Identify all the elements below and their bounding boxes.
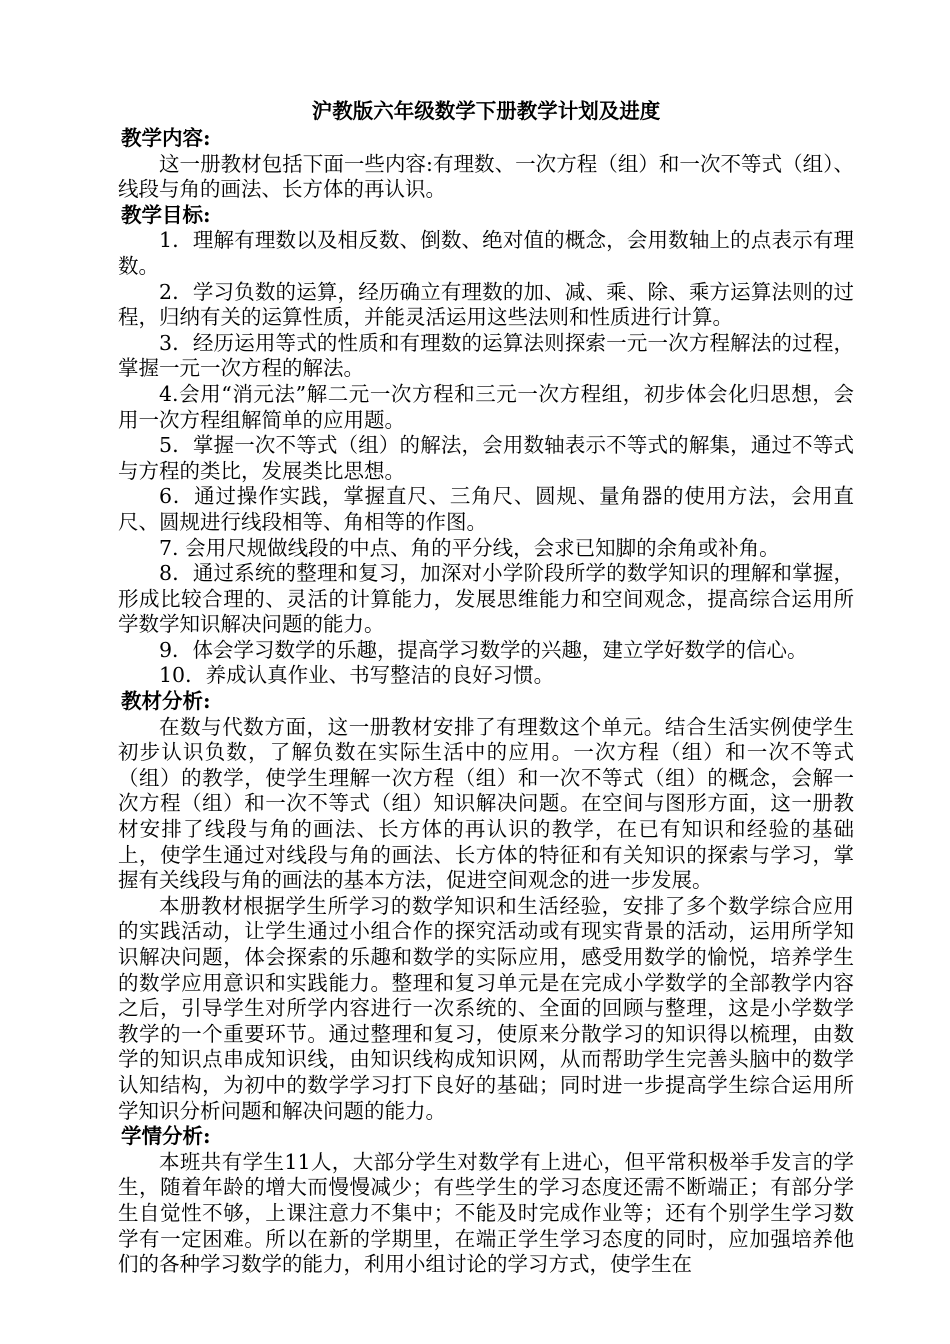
section-teaching-content [118, 126, 854, 203]
goal-item: 1．理解有理数以及相反数、倒数、绝对值的概念，会用数轴上的点表示有理数。 [118, 228, 854, 278]
goals-list [118, 228, 854, 689]
goal-item: 3．经历运用等式的性质和有理数的运算法则探索一元一次方程解法的过程，掌握一元一次方程的解法。 [118, 330, 854, 381]
section-heading-content: 教学内容: [121, 126, 211, 150]
students-paragraph: 本班共有学生11人，大部分学生对数学有上进心，但平常积极举手发言的学生，随着年龄的增大而慢慢减少；有些学生的学习态度还需不断端正；有部分学生自觉性不够，上课注意力不集中；不能及时完成作业等；还有个别学生学习数学有一定困难。所以在新的学期里，在端正学生学习态度的同时，应加强培养他们的各种学习数学的能力，利用小组讨论的学习方式，使学生在 [118, 1149, 854, 1277]
section-heading-students: 学情分析: [121, 1124, 211, 1149]
goal-item: 5．掌握一次不等式（组）的解法，会用数轴表示不等式的解集，通过不等式与方程的类比，发展类比思想。 [118, 433, 854, 483]
goal-item: 9．体会学习数学的乐趣，提高学习数学的兴趣，建立学好数学的信心。 [159, 637, 808, 662]
section-heading-goals: 教学目标: [121, 202, 211, 227]
content-paragraph: 这一册教材包括下面一些内容:有理数、一次方程（组）和一次不等式（组）、线段与角的画法、长方体的再认识。 [118, 151, 854, 202]
section-student-analysis [118, 1124, 854, 1278]
goal-item: 6．通过操作实践，掌握直尺、三角尺、圆规、量角器的使用方法，会用直尺、圆规进行线段相等、角相等的作图。 [118, 484, 854, 534]
goal-item: 7. 会用尺规做线段的中点、角的平分线，会求已知脚的余角或补角。 [159, 535, 780, 560]
goal-item: 8．通过系统的整理和复习，加深对小学阶段所学的数学知识的理解和掌握，形成比较合理的、灵活的计算能力，发展思维能力和空间观念，提高综合运用所学数学知识解决问题的能力。 [118, 561, 854, 637]
document-title: 沪教版六年级数学下册教学计划及进度 [311, 99, 661, 123]
section-material-analysis [118, 689, 854, 1124]
section-teaching-goals [118, 203, 854, 689]
goal-item: 10．养成认真作业、书写整洁的良好习惯。 [159, 663, 555, 688]
section-heading-analysis: 教材分析: [121, 689, 211, 714]
goal-item: 2．学习负数的运算，经历确立有理数的加、减、乘、除、乘方运算法则的过程，归纳有关的运算性质，并能灵活运用这些法则和性质进行计算。 [118, 279, 854, 330]
analysis-paragraph: 在数与代数方面，这一册教材安排了有理数这个单元。结合生活实例使学生初步认识负数，了解负数在实际生活中的应用。一次方程（组）和一次不等式（组）的教学，使学生理解一次方程（组）和一次不等式（组）的概念，会解一次方程（组）和一次不等式（组）知识解决问题。在空间与图形方面，这一册教材安排了线段与角的画法、长方体的再认识的教学，在已有知识和经验的基础上，使学生通过对线段与角的画法、长方体的特征和有关知识的探索与学习，掌握有关线段与角的画法的基本方法，促进空间观念的进一步发展。 [118, 714, 854, 893]
goal-item: 4.会用“消元法”解二元一次方程和三元一次方程组，初步体会化归思想，会用一次方程组解简单的应用题。 [118, 381, 854, 432]
analysis-paragraph: 本册教材根据学生所学习的数学知识和生活经验，安排了多个数学综合应用的实践活动，让学生通过小组合作的探究活动或有现实背景的活动，运用所学知识解决问题，体会探索的乐趣和数学的实际应用，感受用数学的愉悦，培养学生的数学应用意识和实践能力。整理和复习单元是在完成小学数学的全部教学内容之后，引导学生对所学内容进行一次系统的、全面的回顾与整理，这是小学数学教学的一个重要环节。通过整理和复习，使原来分散学习的知识得以梳理，由数学的知识点串成知识线，由知识线构成知识网，从而帮助学生完善头脑中的数学认知结构，为初中的数学学习打下良好的基础；同时进一步提高学生综合运用所学知识分析问题和解决问题的能力。 [118, 893, 854, 1123]
